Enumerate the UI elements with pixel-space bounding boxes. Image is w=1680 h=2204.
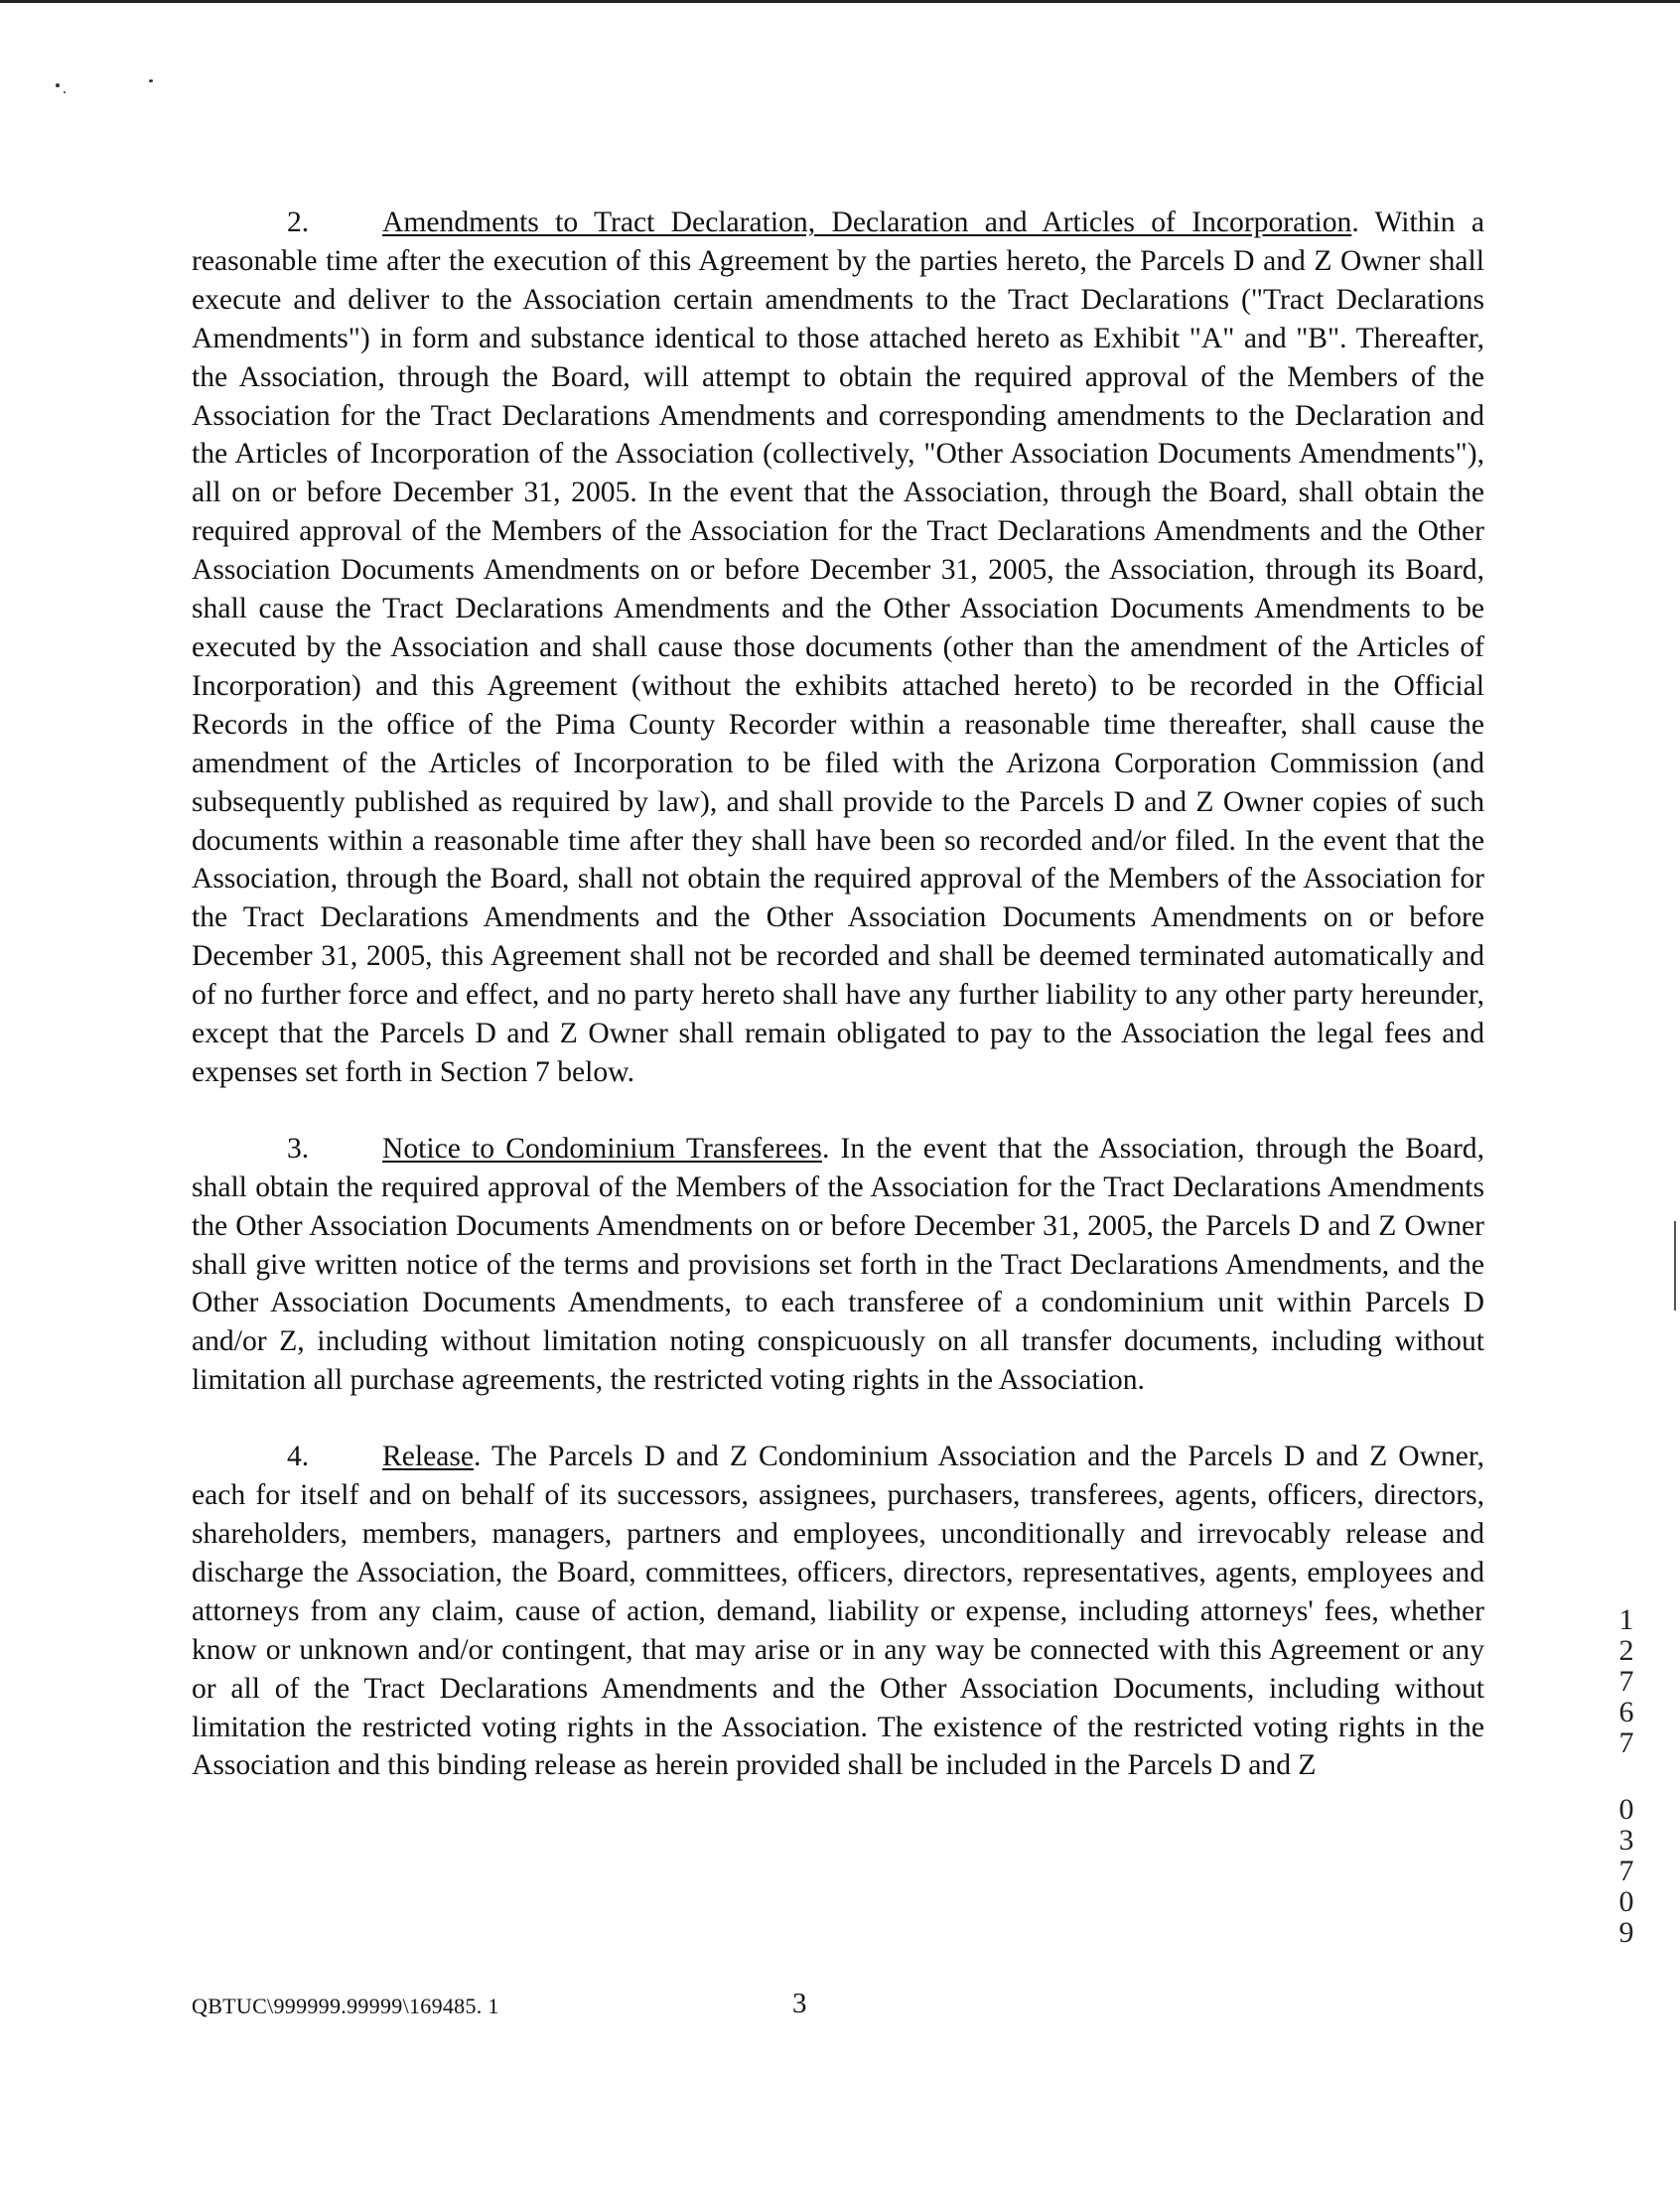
stamp-digit: 9 [1618,1916,1634,1949]
section-2-heading: Amendments to Tract Declaration, Declaration and Articles of Incorporation [382,207,1352,238]
section-2-number: 2. [287,207,310,238]
scan-top-edge [0,0,1680,3]
stamp-digit: 7 [1618,1665,1634,1698]
scan-edge-mark [1674,1221,1676,1310]
document-body [192,204,1484,1785]
stamp-digit: 2 [1618,1634,1634,1667]
section-2-text: . Within a reasonable time after the execution of this Agreement by the parties hereto, the Parcels D and Z Owner shall execute and deliver to the Association certain amendments to the Tract Declarations ("Tract Declarations Amendments") in form and substance identical to those attached hereto as Exhibit "A" and "B". Thereafter, the Association, through the Board, will attempt to obtain the required approval of the Members of the Association for the Tract Declarations Amendments and corresponding amendments to the Declaration and the Articles of Incorporation of the Association (collectively, "Other Association Documents Amendments"), all on or before December 31, 2005. In the event that the Association, through the Board, shall obtain the required approval of the Members of the Association for the Tract Declarations Amendments and the Other Association Documents Amendments on or before December 31, 2005, the Association, through its Board, shall cause the Tract Declarations Amendments and the Other Association Documents Amendments to be executed by the Association and shall cause those documents (other than the amendment of the Articles of Incorporation) and this Agreement (without the exhibits attached hereto) to be recorded in the Official Records in the office of the Pima County Recorder within a reasonable time thereafter, shall cause the amendment of the Articles of Incorporation to be filed with the Arizona Corporation Commission (and subsequently published as required by law), and shall provide to the Parcels D and Z Owner copies of such documents within a reasonable time after they shall have been so recorded and/or filed. In the event that the Association, through the Board, shall not obtain the required approval of the Members of the Association for the Tract Declarations Amendments and the Other Association Documents Amendments on or before December 31, 2005, this Agreement shall not be recorded and shall be deemed terminated automatically and of no further force and effect, and no party hereto shall have any further liability to any other party hereunder, except that the Parcels D and Z Owner shall remain obligated to pay to the Association the legal fees and expenses set forth in Section 7 below. [192,207,1484,1088]
stamp-digit: 0 [1618,1885,1634,1918]
section-3-paragraph [192,1130,1484,1400]
stamp-digit: 0 [1618,1793,1634,1826]
section-2-paragraph [192,204,1484,1092]
scan-speck [64,91,66,93]
section-4-paragraph [192,1438,1484,1785]
stamp-digit: 7 [1618,1726,1634,1759]
section-3-number: 3. [287,1132,310,1165]
stamp-gap [1614,1758,1638,1794]
page-number: 3 [792,1988,807,2019]
section-3-heading: Notice to Condominium Transferees [382,1132,822,1165]
scan-speck [56,83,60,87]
stamp-digit: 3 [1618,1824,1634,1857]
section-4-heading: Release [382,1441,475,1473]
stamp-digit: 6 [1618,1696,1634,1728]
footer-document-id: QBTUC\999999.99999\169485. 1 [192,1994,499,2018]
stamp-digit: 7 [1618,1855,1634,1887]
scan-speck [149,79,153,82]
stamp-digit: 1 [1618,1603,1634,1636]
recording-stamp [1614,1604,1638,1948]
section-4-text: . The Parcels D and Z Condominium Association and the Parcels D and Z Owner, each for itself and on behalf of its successors, assignees, purchasers, transferees, agents, officers, directors, shareholders, members, managers, partners and employees, unconditionally and irrevocably release and discharge the Association, the Board, committees, officers, directors, representatives, agents, employees and attorneys from any claim, cause of action, demand, liability or expense, including attorneys' fees, whether know or unknown and/or contingent, that may arise or in any way be connected with this Agreement or any or all of the Tract Declarations Amendments and the Other Association Documents, including without limitation the restricted voting rights in the Association. The existence of the restricted voting rights in the Association and this binding release as herein provided shall be included in the Parcels D and Z [192,1441,1484,1782]
section-3-text: . In the event that the Association, through the Board, shall obtain the required approval of the Members of the Association for the Tract Declarations Amendments the Other Association Documents Amendments on or before December 31, 2005, the Parcels D and Z Owner shall give written notice of the terms and provisions set forth in the Tract Declarations Amendments, and the Other Association Documents Amendments, to each transferee of a condominium unit within Parcels D and/or Z, including without limitation noting conspicuously on all transfer documents, including without limitation all purchase agreements, the restricted voting rights in the Association. [192,1132,1485,1397]
section-4-number: 4. [287,1441,310,1473]
